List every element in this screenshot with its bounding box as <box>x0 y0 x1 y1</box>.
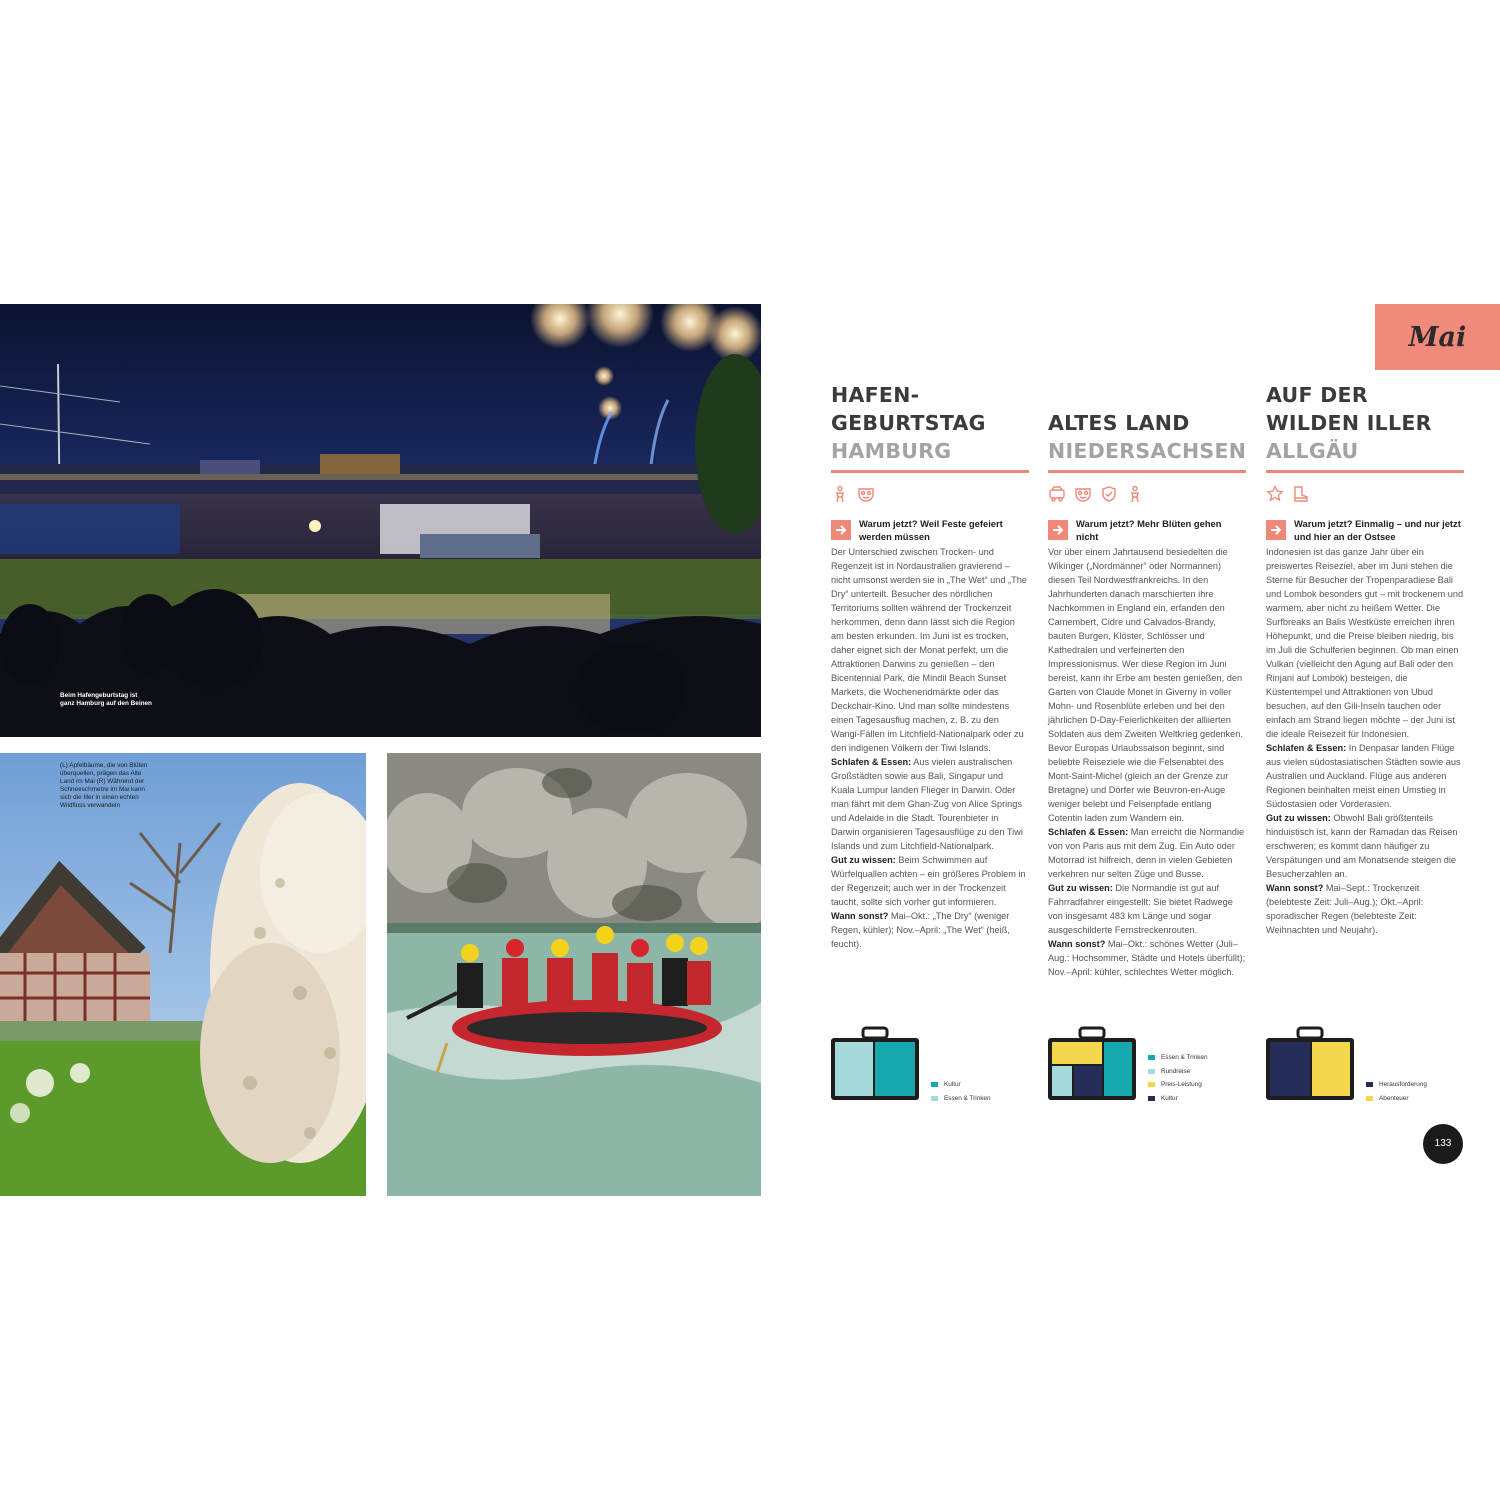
legend-label: Kultur <box>944 1081 961 1088</box>
article-title-line: WILDEN ILLER <box>1266 411 1432 435</box>
section-text: Mai–Okt.: schönes Wetter (Juli–Aug.: Hochsommer, Städte und Hotels überfüllt); Nov.–April: kühler, schlechtes Wetter möglich. <box>1048 939 1246 977</box>
article-intro: Der Unterschied zwischen Trocken- und Regenzeit ist in Nordaustralien gravierend – nicht umsonst werden sie in „The Wet“ und „The Dry“ unterteilt. Besucher des nördlichen Territoriums sollten während der Trockenzeit herkommen, denn dann lässt sich die Region am besten erkunden. Im Juni ist es trocken, daher eignet sich der Monat perfekt, um die Attraktionen Darwins zu genießen – den Bicentennial Park, die Mindil Beach Sunset Markets, die Wochenendmärkte oder das Deckchair-Kino. Und man sollte mindestens einen Tagesausflug machen, z. B. zu den Wangi-Fällen im Litchfield-Nationalpark oder zu den indigenen Völkern der Tiwi Islands. <box>831 547 1027 753</box>
section-text: Man erreicht die Normandie von von Paris aus mit dem Zug. Ein Auto oder Motorrad ist hilfreich, denn in vielen Gebieten verkehren nur selten Züge und Busse. <box>1048 827 1245 879</box>
article-intro: Indonesien ist das ganze Jahr über ein preiswertes Reiseziel, aber im Juni stehen die Sterne für Besucher der Tropenparadiese Bali und Lombok besonders gut – mit trockenem und warmem, aber nicht zu heißem Wetter. Die Surfbreaks an Balis Westküste erreichen ihren Höhepunkt, und die Preise bleiben niedrig, bis im Juli die Schulferien beginnen. Ob man einen Vulkan (vielleicht den Agung auf Bali oder den Rinjani auf Lombok) besteigen, die Küstentempel und Attraktionen von Ubud besuchen, auf den Gili-Inseln tauchen oder einfach am Strand liegen möchte – der Juni ist die ideale Reisezeit für Indonesien. <box>1266 547 1464 739</box>
legend-item <box>1148 1051 1208 1065</box>
article-body <box>831 545 1029 951</box>
article-heading <box>831 381 1029 465</box>
altes-land-caption: (L) Apfelbäume, die von Blüten überquellen, prägen das Alte Land im Mai (R) Während der Schneeschmelze im Mai kann sich die Iller in einen echten Wildfluss verwandeln <box>60 762 148 809</box>
legend-label: Abenteuer <box>1379 1094 1409 1102</box>
suitcase-legend <box>1148 1051 1208 1105</box>
legend-label: Rundreise <box>1161 1067 1191 1075</box>
article-hafengeburtstag <box>831 0 1029 1200</box>
legend-swatch <box>1366 1082 1373 1087</box>
suitcase-graphic <box>1046 1026 1138 1104</box>
suitcase-graphic <box>1264 1026 1356 1104</box>
section-label: Wann sonst? <box>1266 883 1324 893</box>
iller-rafting-photo <box>387 753 761 1196</box>
person-icon <box>831 485 849 503</box>
legend-swatch <box>1148 1069 1155 1074</box>
article-section <box>831 755 1029 853</box>
article-wilde-iller <box>1266 0 1464 1200</box>
legend-label: Essen & Trinken <box>1161 1054 1208 1061</box>
heading-rule <box>1266 470 1464 473</box>
why-now-text: Warum jetzt? Einmalig – und nur jetzt und hier an der Ostsee <box>1294 518 1461 542</box>
suitcase-graphic <box>829 1026 921 1104</box>
shield-icon <box>1100 485 1118 503</box>
suitcase-legend <box>931 1078 991 1105</box>
article-title-line: AUF DER <box>1266 383 1368 407</box>
heading-rule <box>1048 470 1246 473</box>
legend-item <box>1148 1078 1208 1092</box>
mask-icon <box>857 485 875 503</box>
section-text: Obwohl Bali größtenteils hinduistisch ist, kann der Ramadan das Reisen erschweren; es kommt dann häufiger zu Verspätungen und am Monatsende steigen die Besucherzahlen an. <box>1266 813 1458 879</box>
article-section <box>831 853 1029 909</box>
car-icon <box>1048 485 1066 503</box>
person-icon <box>1126 485 1144 503</box>
legend-swatch <box>1148 1082 1155 1087</box>
arrow-right-icon <box>1266 520 1286 540</box>
article-intro: Vor über einem Jahrtausend besiedelten die Wikinger („Nordmänner“ oder Normannen) diesen Teil Nordwestfrankreichs. In den Jahrhunderten danach marschierten ihre Nachkommen in England ein, erfanden den Camembert, Cidre und Calvados-Brandy, bauten Burgen, Klöster, Schlösser und Kathedralen und verfeinerten den Impressionismus. Wer diese Region im Juni bereist, kann ihr Erbe am besten genießen, den Garten von Claude Monet in Giverny in voller Mohn- und Rosenblüte erleben und bei den jährlichen D-Day-Feierlichkeiten der alliierten Soldaten aus dem Zweiten Weltkrieg gedenken. Bevor Europas Urlaubssaison beginnt, sind beliebte Reiseziele wie die Felsenabtei des Mont-Saint-Michel (gleich an der Grenze zur Bretagne) und Dörfer wie Beuvron-en-Auge weniger belebt und Felsenpfade entlang Cotentin laden zum Wandern ein. <box>1048 547 1243 823</box>
why-now <box>1048 517 1246 543</box>
article-title-line: GEBURTSTAG <box>831 411 986 435</box>
article-title-line: HAFEN- <box>831 383 920 407</box>
section-text: Beim Schwimmen auf Würfelquallen achten – ein größeres Problem in der Regenzeit; auch wer in der Trockenzeit taucht, sollte sich vorher gut informieren. <box>831 855 1026 907</box>
arrow-right-icon <box>1048 520 1068 540</box>
boot-icon <box>1292 485 1310 503</box>
why-now-text: Warum jetzt? Mehr Blüten gehen nicht <box>1076 518 1222 542</box>
section-label: Gut zu wissen: <box>831 855 896 865</box>
article-region: HAMBURG <box>831 439 952 463</box>
section-text: Mai–Okt.: „The Dry“ (weniger Regen, kühler); Nov.–April: „The Wet“ (heiß, feucht). <box>831 911 1010 949</box>
article-section <box>1266 881 1464 937</box>
section-text: Aus vielen australischen Großstädten sowie aus Bali, Singapur und Kuala Lumpur landen Flieger in Darwin. Oder man fährt mit dem Ghan-Zug von Alice Springs und Adelaide in die Stadt. Tourenbieter in Darwin organisieren Tagesausflüge zu den Tiwi Islands und zum Litchfield-Nationalpark. <box>831 757 1023 851</box>
article-heading <box>1266 381 1464 465</box>
article-title-line: ALTES LAND <box>1048 411 1190 435</box>
article-body <box>1048 545 1246 979</box>
why-now <box>1266 517 1464 543</box>
legend-label: Kultur <box>1161 1094 1178 1102</box>
month-label: Mai <box>1408 322 1467 353</box>
category-icons <box>1266 485 1310 503</box>
section-label: Wann sonst? <box>831 911 889 921</box>
category-icons <box>1048 485 1144 503</box>
section-text: In Denpasar landen Flüge aus vielen südostasiatischen Städten sowie aus Australien und Auckland. Flüge aus anderen Regionen beinhalten meist einen Umstieg in Südostasien oder Vorderasien. <box>1266 743 1461 809</box>
heading-rule <box>831 470 1029 473</box>
hamburg-fireworks-photo <box>0 304 761 737</box>
section-text: Die Normandie ist gut auf Fahrradfahrer eingestellt: Sie bietet Radwege von insgesamt 483 km Länge und sogar ausgeschilderte Fernstreckenrouten. <box>1048 883 1233 935</box>
arrow-right-icon <box>831 520 851 540</box>
article-region: ALLGÄU <box>1266 439 1359 463</box>
legend-swatch <box>1366 1096 1373 1101</box>
hamburg-caption: Beim Hafengeburtstag ist ganz Hamburg auf den Beinen <box>60 692 152 707</box>
article-section <box>1266 811 1464 881</box>
page-number: 133 <box>1423 1124 1463 1164</box>
suitcase-legend <box>1366 1078 1427 1105</box>
section-label: Gut zu wissen: <box>1048 883 1113 893</box>
article-section <box>1048 825 1246 881</box>
article-altes-land <box>1048 0 1246 1200</box>
category-icons <box>831 485 875 503</box>
legend-swatch <box>931 1096 938 1101</box>
article-section <box>1048 881 1246 937</box>
section-label: Gut zu wissen: <box>1266 813 1331 823</box>
article-body <box>1266 545 1464 937</box>
legend-item <box>931 1092 991 1106</box>
mask-icon <box>1074 485 1092 503</box>
section-text: Mai–Sept.: Trockenzeit (belebteste Zeit: Juli–Aug.); Okt.–April: sporadischer Regen (belebteste Zeit: Weihnachten und Neujahr). <box>1266 883 1424 935</box>
legend-label: Herausforderung <box>1379 1081 1427 1088</box>
section-label: Schlafen & Essen: <box>831 757 912 767</box>
article-section <box>831 909 1029 951</box>
legend-swatch <box>931 1082 938 1087</box>
legend-item <box>1148 1065 1208 1079</box>
star-icon <box>1266 485 1284 503</box>
article-heading <box>1048 409 1246 465</box>
legend-item <box>1366 1078 1427 1092</box>
legend-swatch <box>1148 1096 1155 1101</box>
legend-label: Preis-Leistung <box>1161 1081 1202 1088</box>
legend-item <box>1148 1092 1208 1106</box>
altes-land-photo <box>0 753 366 1196</box>
section-label: Schlafen & Essen: <box>1266 743 1347 753</box>
section-label: Schlafen & Essen: <box>1048 827 1129 837</box>
article-section <box>1266 741 1464 811</box>
section-label: Wann sonst? <box>1048 939 1106 949</box>
legend-item <box>1366 1092 1427 1106</box>
legend-swatch <box>1148 1055 1155 1060</box>
article-region: NIEDERSACHSEN <box>1048 439 1247 463</box>
legend-label: Essen & Trinken <box>944 1094 991 1102</box>
legend-item <box>931 1078 991 1092</box>
why-now <box>831 517 1029 543</box>
article-section <box>1048 937 1246 979</box>
why-now-text: Warum jetzt? Weil Feste gefeiert werden müssen <box>859 518 1003 542</box>
